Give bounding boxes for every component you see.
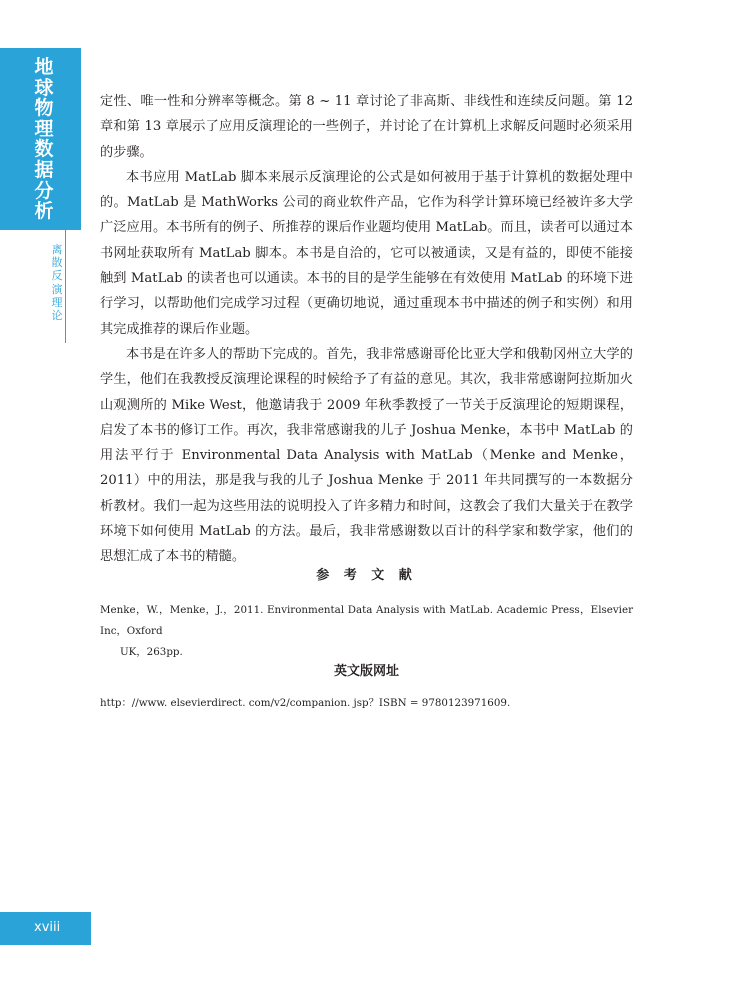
- page-number: xviii: [34, 920, 61, 935]
- website-heading: 英文版网址: [333, 664, 399, 679]
- reference-line-2: UK，263pp.: [120, 646, 183, 658]
- book-title-char: 反: [51, 269, 63, 283]
- series-title-char: 数: [34, 138, 54, 161]
- reference-line-1: Menke，W.，Menke，J.，2011. Environmental Data Analysis with MatLab. Academic Press，Elsevier Inc，Oxford: [100, 604, 633, 637]
- book-title-vertical: [49, 244, 65, 323]
- reference-entry: [100, 600, 633, 663]
- references-heading: 参 考 文 献: [316, 568, 417, 583]
- website-url: http：//www. elsevierdirect. com/v2/companion. jsp？ISBN = 9780123971609.: [100, 697, 511, 709]
- paragraph-2: 本书应用 MatLab 脚本来展示反演理论的公式是如何被用于基于计算机的数据处理中的。MatLab 是 MathWorks 公司的商业软件产品，它作为科学计算环境已经被许多大学广泛应用。本书所有的例子、所推荐的课后作业题均使用 MatLab。而且，读者可以通过本书网址获取所有 MatLab 脚本。本书是自洽的，它可以被通读，又是有益的，即使不能接触到 MatLab 的读者也可以通读。本书的目的是学生能够在有效使用 MatLab 的环境下进行学习，以帮助他们完成学习过程（更确切地说，通过重现本书中描述的例子和实例）和用其完成推荐的课后作业题。: [100, 169, 633, 337]
- book-title-char: 演: [51, 282, 63, 296]
- book-title-char: 论: [51, 308, 63, 322]
- series-title-char: 理: [34, 117, 54, 140]
- book-title-char: 理: [51, 295, 63, 309]
- series-title-char: 析: [34, 200, 54, 223]
- paragraph-3: 本书是在许多人的帮助下完成的。首先，我非常感谢哥伦比亚大学和俄勒冈州立大学的学生，他们在我教授反演理论课程的时候给予了有益的意见。其次，我非常感谢阿拉斯加火山观测所的 Mike West，他邀请我于 2009 年秋季教授了一节关于反演理论的短期课程，启发了本书的修订工作。再次，我非常感谢我的儿子 Joshua Menke，本书中 MatLab 的用法平行于 Environmental Data Analysis with MatLab（Menke and Menke，2011）中的用法，那是我与我的儿子 Joshua Menke 于 2011 年共同撰写的一本数据分析教材。我们一起为这些用法的说明投入了许多精力和时间，这教会了我们大量关于在教学环境下如何使用 MatLab 的方法。最后，我非常感谢数以百计的科学家和数学家，他们的思想汇成了本书的精髓。: [100, 346, 633, 565]
- series-title-char: 地: [34, 56, 54, 78]
- book-title-char: 离: [51, 243, 63, 256]
- series-title-vertical: [22, 58, 66, 223]
- sidebar-divider-line: [65, 230, 66, 343]
- body-text: [100, 89, 633, 570]
- series-title-char: 球: [34, 76, 54, 99]
- series-title-char: 分: [34, 179, 54, 202]
- book-title-char: 散: [51, 256, 63, 270]
- series-title-char: 据: [34, 158, 54, 181]
- series-title-char: 物: [34, 97, 54, 120]
- paragraph-1: 定性、唯一性和分辨率等概念。第 8 ~ 11 章讨论了非高斯、非线性和连续反问题。第 12 章和第 13 章展示了应用反演理论的一些例子，并讨论了在计算机上求解反问题时必须采用的步骤。: [100, 94, 633, 160]
